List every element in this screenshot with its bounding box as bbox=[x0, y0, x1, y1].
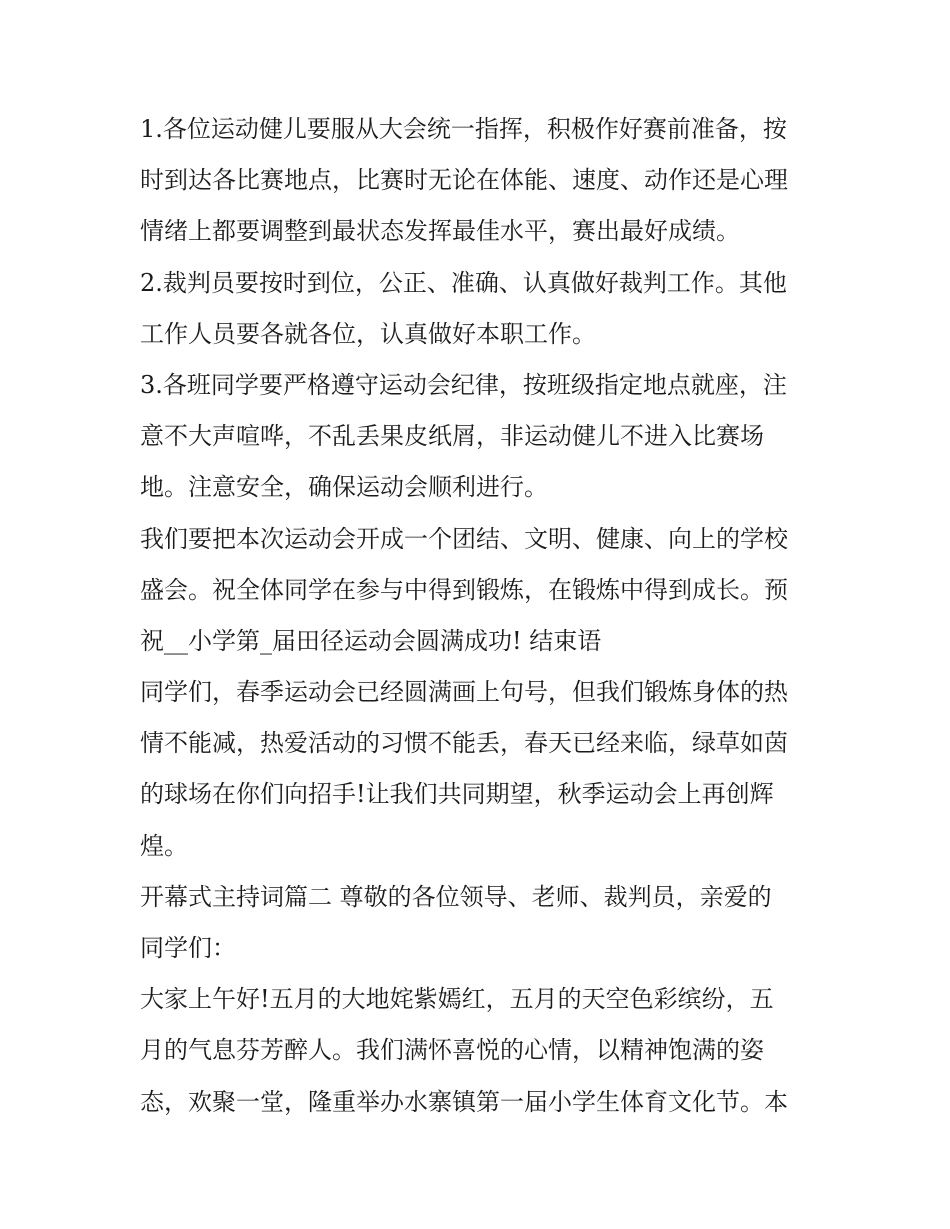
text-line: 意不大声喧哗，不乱丢果皮纸屑，非运动健儿不进入比赛场 bbox=[140, 422, 764, 451]
text-line: 同学们，春季运动会已经圆满画上句号，但我们锻炼身体的热 bbox=[140, 678, 788, 707]
text-line: 3.各班同学要严格遵守运动会纪律，按班级指定地点就座，注 bbox=[140, 370, 787, 399]
text-line: 大家上午好!五月的大地姹紫嫣红，五月的天空色彩缤纷，五 bbox=[140, 985, 774, 1014]
text-line: 情绪上都要调整到最状态发挥最佳水平，赛出最好成绩。 bbox=[140, 217, 740, 246]
text-line: 月的气息芬芳醉人。我们满怀喜悦的心情，以精神饱满的姿 bbox=[140, 1036, 764, 1065]
text-line: 态，欢聚一堂，隆重举办水寨镇第一届小学生体育文化节。本 bbox=[140, 1087, 788, 1116]
document-body bbox=[140, 104, 820, 1128]
text-line: 煌。 bbox=[140, 831, 188, 860]
text-line: 盛会。祝全体同学在参与中得到锻炼，在锻炼中得到成长。预 bbox=[140, 575, 788, 604]
text-line: 1.各位运动健儿要服从大会统一指挥，积极作好赛前准备，按 bbox=[140, 115, 787, 143]
text-line: 工作人员要各就各位，认真做好本职工作。 bbox=[140, 319, 596, 348]
text-line: 的球场在你们向招手!让我们共同期望，秋季运动会上再创辉 bbox=[140, 780, 774, 809]
text-line: 2.裁判员要按时到位，公正、准确、认真做好裁判工作。其他 bbox=[140, 268, 787, 297]
text-line: 我们要把本次运动会开成一个团结、文明、健康、向上的学校 bbox=[140, 524, 788, 553]
text-line: 开幕式主持词篇二 尊敬的各位领导、老师、裁判员，亲爱的 bbox=[140, 882, 772, 911]
text-line: 地。注意安全，确保运动会顺利进行。 bbox=[140, 473, 548, 502]
text-line: 祝__小学第_届田径运动会圆满成功! 结束语 bbox=[140, 626, 602, 655]
text-line: 时到达各比赛地点，比赛时无论在体能、速度、动作还是心理 bbox=[140, 166, 788, 195]
text-line: 情不能减，热爱活动的习惯不能丢，春天已经来临，绿草如茵 bbox=[140, 729, 788, 758]
text-line: 同学们： bbox=[140, 934, 236, 962]
